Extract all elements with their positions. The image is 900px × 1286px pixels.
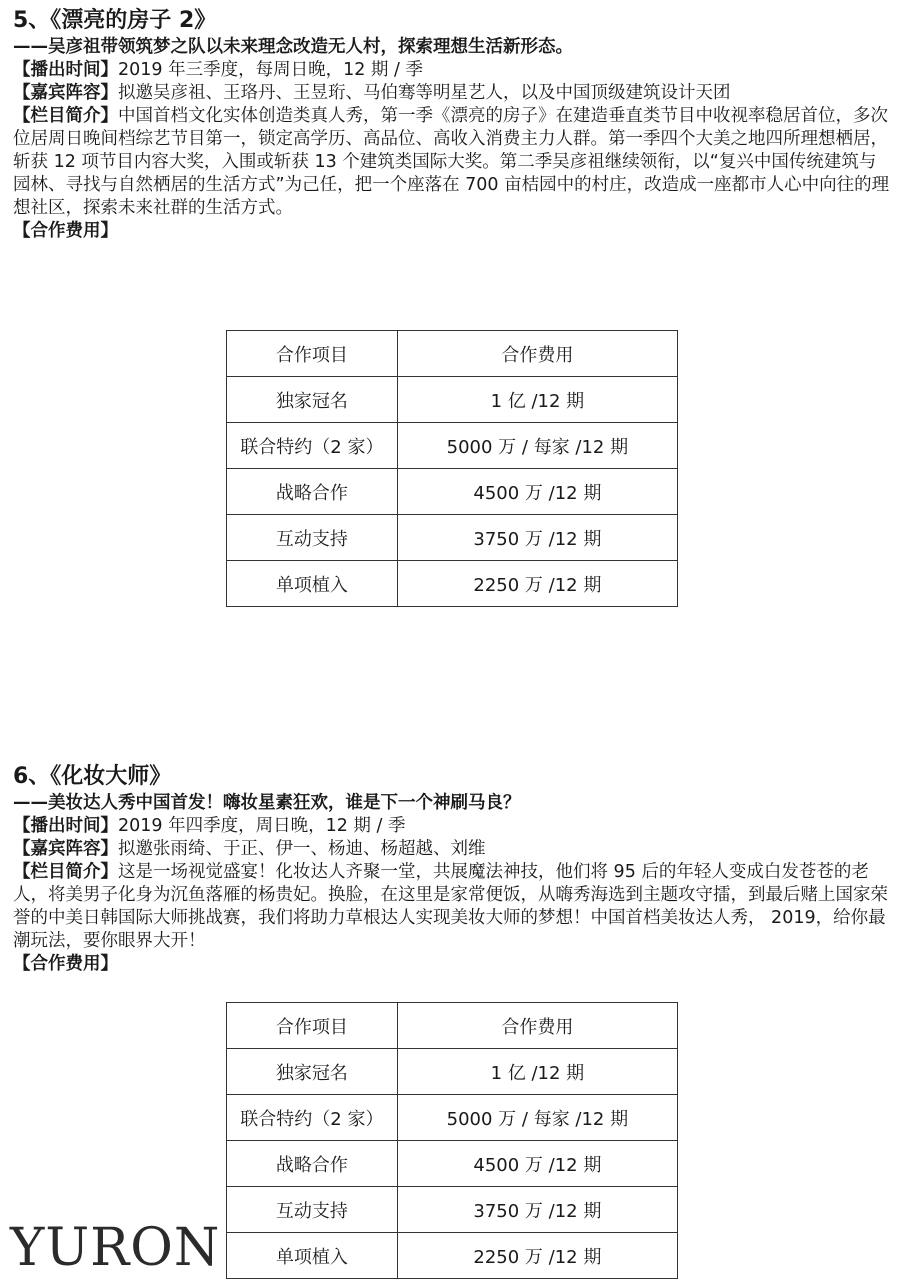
airtime-label: 【播出时间】 <box>13 816 118 836</box>
table-cell-fee: 4500 万 /12 期 <box>397 469 677 515</box>
table-cell-item: 战略合作 <box>227 1141 398 1187</box>
program-section-6 <box>13 762 891 976</box>
guests-label: 【嘉宾阵容】 <box>13 83 118 103</box>
intro-value: 这是一场视觉盛宴！化妆达人齐聚一堂，共展魔法神技，他们将 95 后的年轻人变成白发苍苍的老人，将美男子化身为沉鱼落雁的杨贵妃。换脸，在这里是家常便饭，从嗨秀海选到主题攻守擂，到最后赌上国家荣誉的中美日韩国际大师挑战赛，我们将助力草根达人实现美妆大师的梦想！中国首档美妆达人秀， 2019，给你最潮玩法，要你眼界大开！ <box>13 862 888 951</box>
program-title: 5、《漂亮的房子 2》 <box>13 8 217 33</box>
fee-table-5 <box>226 330 678 607</box>
table-cell-item: 互动支持 <box>227 1187 398 1233</box>
table-cell-fee: 4500 万 /12 期 <box>397 1141 677 1187</box>
table-cell-item: 单项植入 <box>227 561 398 607</box>
airtime-label: 【播出时间】 <box>13 60 118 80</box>
guests-value: 拟邀吴彦祖、王珞丹、王昱珩、马伯骞等明星艺人，以及中国顶级建筑设计天团 <box>118 83 731 103</box>
fee-label: 【合作费用】 <box>13 221 118 241</box>
table-cell-fee: 2250 万 /12 期 <box>397 561 677 607</box>
table-cell-item: 战略合作 <box>227 469 398 515</box>
table-cell-item: 联合特约（2 家） <box>227 1095 398 1141</box>
table-cell-fee: 2250 万 /12 期 <box>397 1233 677 1279</box>
table-row <box>227 1187 678 1233</box>
program-slogan: ——美妆达人秀中国首发！嗨妆星素狂欢，谁是下一个神刷马良？ <box>13 793 521 813</box>
table-cell-fee: 1 亿 /12 期 <box>397 1049 677 1095</box>
fee-line <box>13 220 891 243</box>
table-row <box>227 1233 678 1279</box>
guests-line <box>13 82 891 105</box>
intro-label: 【栏目简介】 <box>13 106 118 126</box>
table-row <box>227 1095 678 1141</box>
table-cell-item: 独家冠名 <box>227 1049 398 1095</box>
fee-line <box>13 953 891 976</box>
table-row <box>227 377 678 423</box>
program-slogan: ——吴彦祖带领筑梦之队以未来理念改造无人村，探索理想生活新形态。 <box>13 37 573 57</box>
guests-line <box>13 838 891 861</box>
intro-label: 【栏目简介】 <box>13 862 118 882</box>
table-header-row <box>227 1003 678 1049</box>
table-row <box>227 1049 678 1095</box>
airtime-value: 2019 年四季度，周日晚，12 期 / 季 <box>118 816 406 836</box>
table-row <box>227 515 678 561</box>
table-cell-item: 互动支持 <box>227 515 398 561</box>
program-title: 6、《化妆大师》 <box>13 764 172 789</box>
table-row <box>227 423 678 469</box>
table-header-cell: 合作项目 <box>227 331 398 377</box>
table-cell-item: 单项植入 <box>227 1233 398 1279</box>
airtime-line <box>13 815 891 838</box>
table-row <box>227 561 678 607</box>
table-cell-fee: 1 亿 /12 期 <box>397 377 677 423</box>
table-cell-item: 独家冠名 <box>227 377 398 423</box>
table-header-cell: 合作费用 <box>397 331 677 377</box>
table-cell-fee: 5000 万 / 每家 /12 期 <box>397 1095 677 1141</box>
fee-table-6 <box>226 1002 678 1279</box>
yuron-logo: YURON <box>10 1218 221 1278</box>
guests-label: 【嘉宾阵容】 <box>13 839 118 859</box>
intro-line <box>13 861 891 953</box>
guests-value: 拟邀张雨绮、于正、伊一、杨迪、杨超越、刘维 <box>118 839 486 859</box>
intro-value: 中国首档文化实体创造类真人秀，第一季《漂亮的房子》在建造垂直类节目中收视率稳居首位，多次位居周日晚间档综艺节目第一，锁定高学历、高品位、高收入消费主力人群。第一季四个大美之地四所理想栖居，斩获 12 项节目内容大奖，入围或斩获 13 个建筑类国际大奖。第二季吴彦祖继续领衔，以“复兴中国传统建筑与园林、寻找与自然栖居的生活方式”为己任，把一个座落在 700 亩桔园中的村庄，改造成一座都市人心中向往的理想社区，探索未来社群的生活方式。 <box>13 106 890 218</box>
airtime-value: 2019 年三季度，每周日晚，12 期 / 季 <box>118 60 423 80</box>
program-section-5 <box>13 6 891 243</box>
table-cell-fee: 3750 万 /12 期 <box>397 515 677 561</box>
table-cell-fee: 3750 万 /12 期 <box>397 1187 677 1233</box>
table-row <box>227 469 678 515</box>
table-header-row <box>227 331 678 377</box>
airtime-line <box>13 59 891 82</box>
table-cell-fee: 5000 万 / 每家 /12 期 <box>397 423 677 469</box>
table-header-cell: 合作项目 <box>227 1003 398 1049</box>
table-cell-item: 联合特约（2 家） <box>227 423 398 469</box>
table-header-cell: 合作费用 <box>397 1003 677 1049</box>
fee-label: 【合作费用】 <box>13 954 118 974</box>
intro-line <box>13 105 891 220</box>
table-row <box>227 1141 678 1187</box>
